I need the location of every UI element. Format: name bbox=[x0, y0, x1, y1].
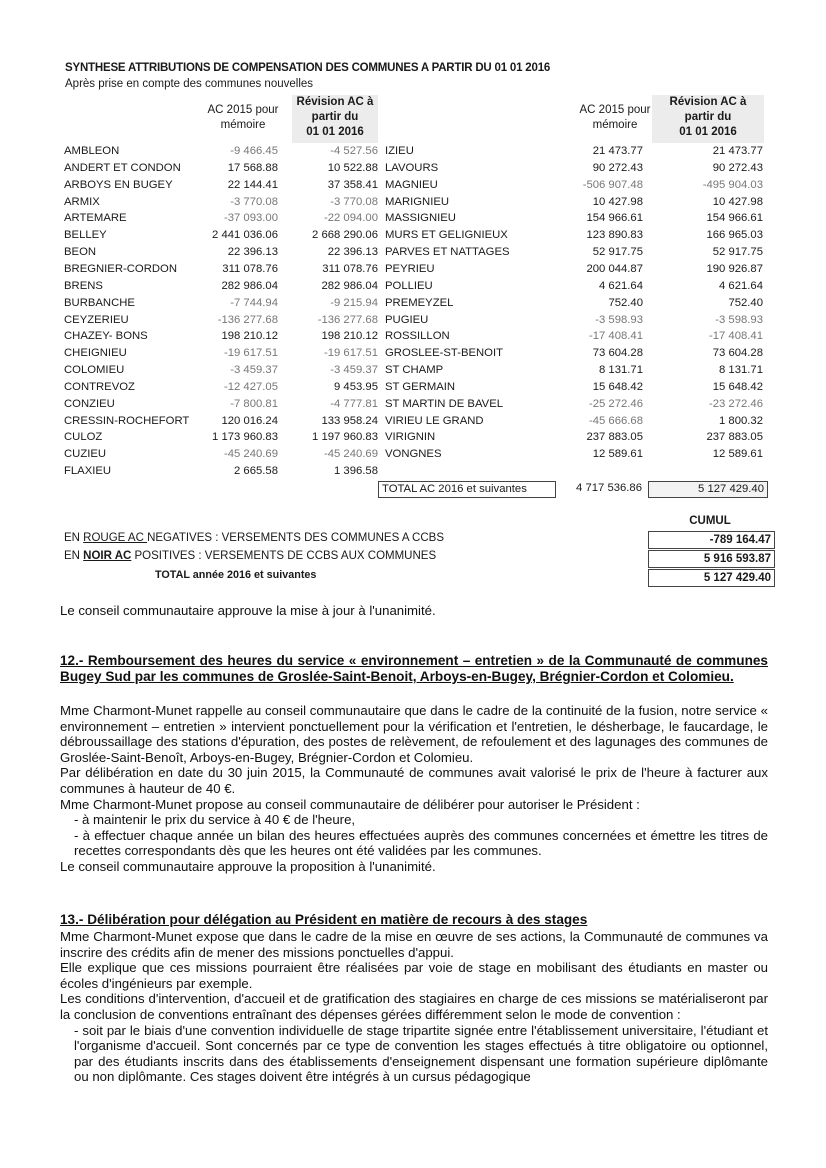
ac2015-value: 311 078.76 bbox=[222, 262, 278, 275]
commune-name: CONTREVOZ bbox=[64, 380, 135, 393]
ac2015-value: -12 427.05 bbox=[223, 380, 278, 393]
table-row bbox=[64, 396, 378, 413]
header-line: partir du bbox=[684, 111, 732, 123]
revision-value: 154 966.61 bbox=[706, 212, 763, 225]
bullet-item: - à maintenir le prix du service à 40 € de l'heure, bbox=[74, 812, 356, 828]
commune-name: BRENS bbox=[64, 279, 103, 292]
total-label-box: TOTAL AC 2016 et suivantes bbox=[378, 481, 556, 498]
ac2015-value: -506 907.48 bbox=[582, 178, 643, 191]
paragraph: Les conditions d'intervention, d'accueil et de gratification des stagiaires en charge de ces missions se matérialiseront par la conclusion de conventions entraînant des dépenses gérées différemment selon le mode de convention : bbox=[60, 991, 768, 1022]
cumul-negative: -789 164.47 bbox=[648, 531, 775, 549]
table-row bbox=[385, 295, 763, 312]
revision-value: 12 589.61 bbox=[712, 448, 763, 461]
revision-value: 1 800.32 bbox=[719, 414, 763, 427]
header-revision-right bbox=[652, 95, 764, 143]
table-title: SYNTHESE ATTRIBUTIONS DE COMPENSATION DES COMMUNES A PARTIR DU 01 01 2016 bbox=[65, 62, 551, 74]
paragraph: Mme Charmont-Munet propose au conseil communautaire de délibérer pour autoriser le Président : bbox=[60, 796, 640, 812]
revision-value: -495 904.03 bbox=[702, 178, 763, 191]
commune-name: VIRIGNIN bbox=[385, 431, 436, 444]
revision-value: 4 621.64 bbox=[719, 279, 763, 292]
table-row bbox=[385, 312, 763, 329]
revision-value: 1 197 960.83 bbox=[312, 431, 378, 444]
commune-name: VONGNES bbox=[385, 448, 442, 461]
revision-value: 190 926.87 bbox=[706, 262, 763, 275]
revision-value: 52 917.75 bbox=[712, 246, 763, 259]
revision-value: 22 396.13 bbox=[327, 246, 378, 259]
commune-name: ST CHAMP bbox=[385, 364, 444, 377]
ac2015-value: -3 598.93 bbox=[595, 313, 643, 326]
approval-text-1: Le conseil communautaire approuve la mise à jour à l'unanimité. bbox=[60, 603, 436, 618]
revision-value: -4 527.56 bbox=[330, 145, 378, 157]
revision-value: -23 272.46 bbox=[708, 397, 763, 410]
revision-value: 9 453.95 bbox=[334, 380, 378, 393]
table-row bbox=[64, 278, 378, 295]
legend-negative bbox=[64, 532, 444, 544]
table-subtitle: Après prise en compte des communes nouvelles bbox=[65, 78, 314, 90]
legend-positive bbox=[64, 550, 436, 562]
table-row bbox=[64, 261, 378, 278]
ac2015-value: 17 568.88 bbox=[227, 161, 278, 174]
ac2015-value: 4 621.64 bbox=[599, 279, 643, 292]
revision-value: -3 598.93 bbox=[715, 313, 763, 326]
revision-value: -45 240.69 bbox=[323, 448, 378, 461]
ac2015-value: 12 589.61 bbox=[592, 448, 643, 461]
revision-value: -3 459.37 bbox=[330, 364, 378, 377]
table-row bbox=[64, 328, 378, 345]
header-line: mémoire bbox=[220, 119, 266, 131]
revision-value: -4 777.81 bbox=[330, 397, 378, 410]
total-ac2015-value: 4 717 536.86 bbox=[576, 482, 642, 494]
commune-name: CRESSIN-ROCHEFORT bbox=[64, 414, 190, 427]
cumul-positive: 5 916 593.87 bbox=[648, 550, 775, 568]
total-revision-box: 5 127 429.40 bbox=[648, 481, 768, 498]
legend-total-label: TOTAL année 2016 et suivantes bbox=[155, 569, 317, 581]
ac2015-value: 198 210.12 bbox=[221, 330, 278, 343]
commune-name: PARVES ET NATTAGES bbox=[385, 246, 510, 259]
ac2015-value: -45 666.68 bbox=[588, 414, 643, 427]
revision-value: 10 427.98 bbox=[712, 195, 763, 208]
header-line: 01 01 2016 bbox=[306, 126, 364, 138]
legend-prefix: EN bbox=[64, 550, 84, 562]
table-row bbox=[385, 328, 763, 345]
paragraph: Elle explique que ces missions pourraient être réalisées par voie de stage en mobilisant des étudiants en master ou écoles d'ingénieurs par exemple. bbox=[60, 960, 768, 991]
revision-value: 73 604.28 bbox=[712, 347, 763, 360]
table-row bbox=[385, 244, 763, 261]
table-row bbox=[64, 210, 378, 227]
commune-name: CULOZ bbox=[64, 431, 103, 444]
section-12-heading: 12.- Remboursement des heures du service « environnement – entretien » de la Communauté de communes Bugey Sud par les communes de Groslée-Saint-Benoit, Arboys-en-Bugey, Brégnier-Cordon et Colomieu. bbox=[60, 653, 768, 684]
ac2015-value: -3 459.37 bbox=[230, 364, 278, 377]
commune-name: PREMEYZEL bbox=[385, 296, 454, 309]
ac2015-value: 237 883.05 bbox=[586, 431, 643, 444]
commune-name: VIRIEU LE GRAND bbox=[385, 414, 484, 427]
ac2015-value: 15 648.42 bbox=[592, 380, 643, 393]
table-row bbox=[64, 295, 378, 312]
table-row bbox=[64, 463, 378, 480]
commune-name: MASSIGNIEU bbox=[385, 212, 456, 225]
header-line: Révision AC à bbox=[669, 96, 747, 108]
table-row bbox=[385, 362, 763, 379]
ac2015-value: -19 617.51 bbox=[223, 347, 278, 360]
ac2015-value: 2 665.58 bbox=[234, 465, 278, 478]
ac2015-value: 123 890.83 bbox=[586, 229, 643, 242]
commune-name: MURS ET GELIGNIEUX bbox=[385, 229, 508, 242]
cumul-header: CUMUL bbox=[689, 515, 731, 527]
revision-value: -9 215.94 bbox=[330, 296, 378, 309]
header-line: AC 2015 pour bbox=[579, 104, 651, 116]
commune-name: CHAZEY- BONS bbox=[64, 330, 148, 343]
ac2015-value: 154 966.61 bbox=[586, 212, 643, 225]
table-row bbox=[64, 160, 378, 177]
ac2015-value: 282 986.04 bbox=[221, 279, 278, 292]
commune-name: BEON bbox=[64, 246, 97, 259]
table-row bbox=[64, 413, 378, 430]
commune-name: MARIGNIEU bbox=[385, 195, 450, 208]
legend-text: POSITIVES : VERSEMENTS DE CCBS AUX COMMUNES bbox=[131, 550, 437, 562]
revision-value: -17 408.41 bbox=[708, 330, 763, 343]
legend-text: NEGATIVES : VERSEMENTS DES COMMUNES A CCBS bbox=[147, 532, 445, 544]
table-row bbox=[64, 143, 378, 160]
ac2015-value: -136 277.68 bbox=[217, 313, 278, 326]
revision-value: -136 277.68 bbox=[317, 313, 378, 326]
table-row bbox=[385, 396, 763, 413]
table-row bbox=[385, 379, 763, 396]
table-row bbox=[64, 227, 378, 244]
revision-value: 8 131.71 bbox=[719, 364, 763, 377]
commune-name: FLAXIEU bbox=[64, 465, 112, 478]
revision-value: 237 883.05 bbox=[706, 431, 763, 444]
ac2015-value: -7 744.94 bbox=[230, 296, 278, 309]
header-line: Révision AC à bbox=[296, 96, 374, 108]
bullet-item: - à effectuer chaque année un bilan des heures effectuées auprès des communes concernées et émettre les titres de recettes correspondants dès que les heures ont été validées par les communes. bbox=[74, 827, 768, 859]
table-row bbox=[385, 429, 763, 446]
revision-value: 198 210.12 bbox=[321, 330, 378, 343]
revision-value: 752.40 bbox=[728, 296, 763, 309]
table-row bbox=[385, 413, 763, 430]
commune-name: CEYZERIEU bbox=[64, 313, 129, 326]
revision-value: 37 358.41 bbox=[327, 178, 378, 191]
commune-name: PEYRIEU bbox=[385, 262, 435, 275]
table-row bbox=[64, 345, 378, 362]
ac2015-value: -3 770.08 bbox=[230, 195, 278, 208]
commune-name: ST MARTIN DE BAVEL bbox=[385, 397, 504, 410]
revision-value: -19 617.51 bbox=[323, 347, 378, 360]
ac2015-value: -7 800.81 bbox=[230, 397, 278, 410]
commune-name: CONZIEU bbox=[64, 397, 115, 410]
header-ac2015-right bbox=[570, 103, 660, 133]
commune-name: CHEIGNIEU bbox=[64, 347, 127, 360]
ac2015-value: 1 173 960.83 bbox=[212, 431, 278, 444]
commune-name: BREGNIER-CORDON bbox=[64, 262, 177, 275]
header-line: mémoire bbox=[592, 119, 638, 131]
revision-value: 133 958.24 bbox=[321, 414, 378, 427]
table-row bbox=[385, 210, 763, 227]
commune-name: PUGIEU bbox=[385, 313, 429, 326]
revision-value: 10 522.88 bbox=[327, 161, 378, 174]
legend-key-red: ROUGE AC bbox=[83, 532, 148, 544]
table-row bbox=[385, 261, 763, 278]
commune-name: ST GERMAIN bbox=[385, 380, 456, 393]
ac2015-value: 22 144.41 bbox=[227, 178, 278, 191]
revision-value: 1 396.58 bbox=[334, 465, 378, 478]
commune-name: ARBOYS EN BUGEY bbox=[64, 178, 173, 191]
header-line: 01 01 2016 bbox=[679, 126, 737, 138]
total-ac2015 bbox=[560, 480, 642, 497]
commune-name: BURBANCHE bbox=[64, 296, 135, 309]
commune-name: ARMIX bbox=[64, 195, 100, 208]
revision-value: 15 648.42 bbox=[712, 380, 763, 393]
table-row bbox=[385, 194, 763, 211]
table-row bbox=[64, 379, 378, 396]
revision-value: 166 965.03 bbox=[706, 229, 763, 242]
cumul-total: 5 127 429.40 bbox=[648, 569, 775, 587]
table-row bbox=[385, 278, 763, 295]
legend-prefix: EN bbox=[64, 532, 84, 544]
ac2015-value: 10 427.98 bbox=[592, 195, 643, 208]
table-row bbox=[64, 312, 378, 329]
commune-name: ROSSILLON bbox=[385, 330, 450, 343]
commune-name: CUZIEU bbox=[64, 448, 107, 461]
ac2015-value: 90 272.43 bbox=[592, 161, 643, 174]
ac2015-value: -17 408.41 bbox=[588, 330, 643, 343]
header-ac2015-left bbox=[198, 103, 288, 133]
table-row bbox=[385, 446, 763, 463]
ac2015-value: -45 240.69 bbox=[223, 448, 278, 461]
paragraph: Par délibération en date du 30 juin 2015, la Communauté de communes avait valorisé le prix de l'heure à facturer aux communes à hauteur de 40 €. bbox=[60, 765, 768, 796]
commune-name: BELLEY bbox=[64, 229, 107, 242]
commune-name: AMBLEON bbox=[64, 145, 120, 157]
header-revision-left bbox=[292, 95, 378, 143]
table-row bbox=[64, 177, 378, 194]
ac2015-value: -37 093.00 bbox=[223, 212, 278, 225]
ac2015-value: 8 131.71 bbox=[599, 364, 643, 377]
header-line: AC 2015 pour bbox=[207, 104, 279, 116]
commune-name: IZIEU bbox=[385, 145, 414, 157]
commune-name: ARTEMARE bbox=[64, 212, 127, 225]
commune-name: ANDERT ET CONDON bbox=[64, 161, 181, 174]
table-row bbox=[64, 429, 378, 446]
ac2015-value: 2 441 036.06 bbox=[212, 229, 278, 242]
ac2015-value: 120 016.24 bbox=[221, 414, 278, 427]
ac2015-value: 200 044.87 bbox=[586, 262, 643, 275]
commune-name: LAVOURS bbox=[385, 161, 439, 174]
table-row bbox=[385, 177, 763, 194]
ac2015-value: -9 466.45 bbox=[230, 145, 278, 157]
ac2015-value: 52 917.75 bbox=[592, 246, 643, 259]
bullet-item: - soit par le biais d'une convention individuelle de stage tripartite signée entre l'établissement universitaire, l'étudiant et l'organisme d'accueil. Sont concernés par ce type de convention les stages effectués à titre obligatoire ou optionnel, par des étudiants inscrits dans des établissements d'enseignement dispensant une formation supérieure diplômante ou non diplômante. Ces stages doivent être intégrés à un cursus pédagogique bbox=[74, 1022, 768, 1085]
section-12-body bbox=[60, 703, 768, 875]
section-13-heading: 13.- Délibération pour délégation au Président en matière de recours à des stages bbox=[60, 912, 588, 927]
table-row bbox=[385, 143, 763, 160]
revision-value: 2 668 290.06 bbox=[312, 229, 378, 242]
table-row bbox=[64, 194, 378, 211]
table-row bbox=[64, 362, 378, 379]
paragraph: Mme Charmont-Munet expose que dans le cadre de la mise en œuvre de ses actions, la Communauté de communes va inscrire des crédits afin de mener des missions ponctuelles d'appui. bbox=[60, 929, 768, 960]
table-row bbox=[385, 160, 763, 177]
revision-value: -22 094.00 bbox=[323, 212, 378, 225]
ac2015-value: 21 473.77 bbox=[592, 145, 643, 157]
ac2015-value: 22 396.13 bbox=[227, 246, 278, 259]
commune-name: POLLIEU bbox=[385, 279, 433, 292]
revision-value: 311 078.76 bbox=[322, 262, 378, 275]
approval-text-2: Le conseil communautaire approuve la proposition à l'unanimité. bbox=[60, 858, 436, 874]
legend-key-black: NOIR AC bbox=[83, 550, 132, 562]
revision-value: 282 986.04 bbox=[321, 279, 378, 292]
ac2015-value: -25 272.46 bbox=[588, 397, 643, 410]
commune-name: COLOMIEU bbox=[64, 364, 125, 377]
table-row bbox=[385, 345, 763, 362]
header-line: partir du bbox=[311, 111, 359, 123]
ac2015-value: 752.40 bbox=[608, 296, 643, 309]
paragraph: Mme Charmont-Munet rappelle au conseil communautaire que dans le cadre de la continuité de la fusion, notre service « environnement – entretien » intervient ponctuellement pour la vérification et l'entretien, le désherbage, le faucardage, le débroussaillage des stations d'épuration, des postes de relèvement, de refoulement et des lagunages des communes de Groslée-Saint-Benoît, Arboys-en-Bugey, Brégnier-Cordon et Colomieu. bbox=[60, 703, 768, 765]
section-13-body bbox=[60, 929, 768, 1085]
table-row bbox=[385, 227, 763, 244]
ac2015-value: 73 604.28 bbox=[592, 347, 643, 360]
revision-value: 21 473.77 bbox=[712, 145, 763, 157]
table-row bbox=[64, 446, 378, 463]
commune-name: MAGNIEU bbox=[385, 178, 438, 191]
commune-name: GROSLEE-ST-BENOIT bbox=[385, 347, 504, 360]
revision-value: -3 770.08 bbox=[330, 195, 378, 208]
revision-value: 90 272.43 bbox=[712, 161, 763, 174]
table-row bbox=[64, 244, 378, 261]
